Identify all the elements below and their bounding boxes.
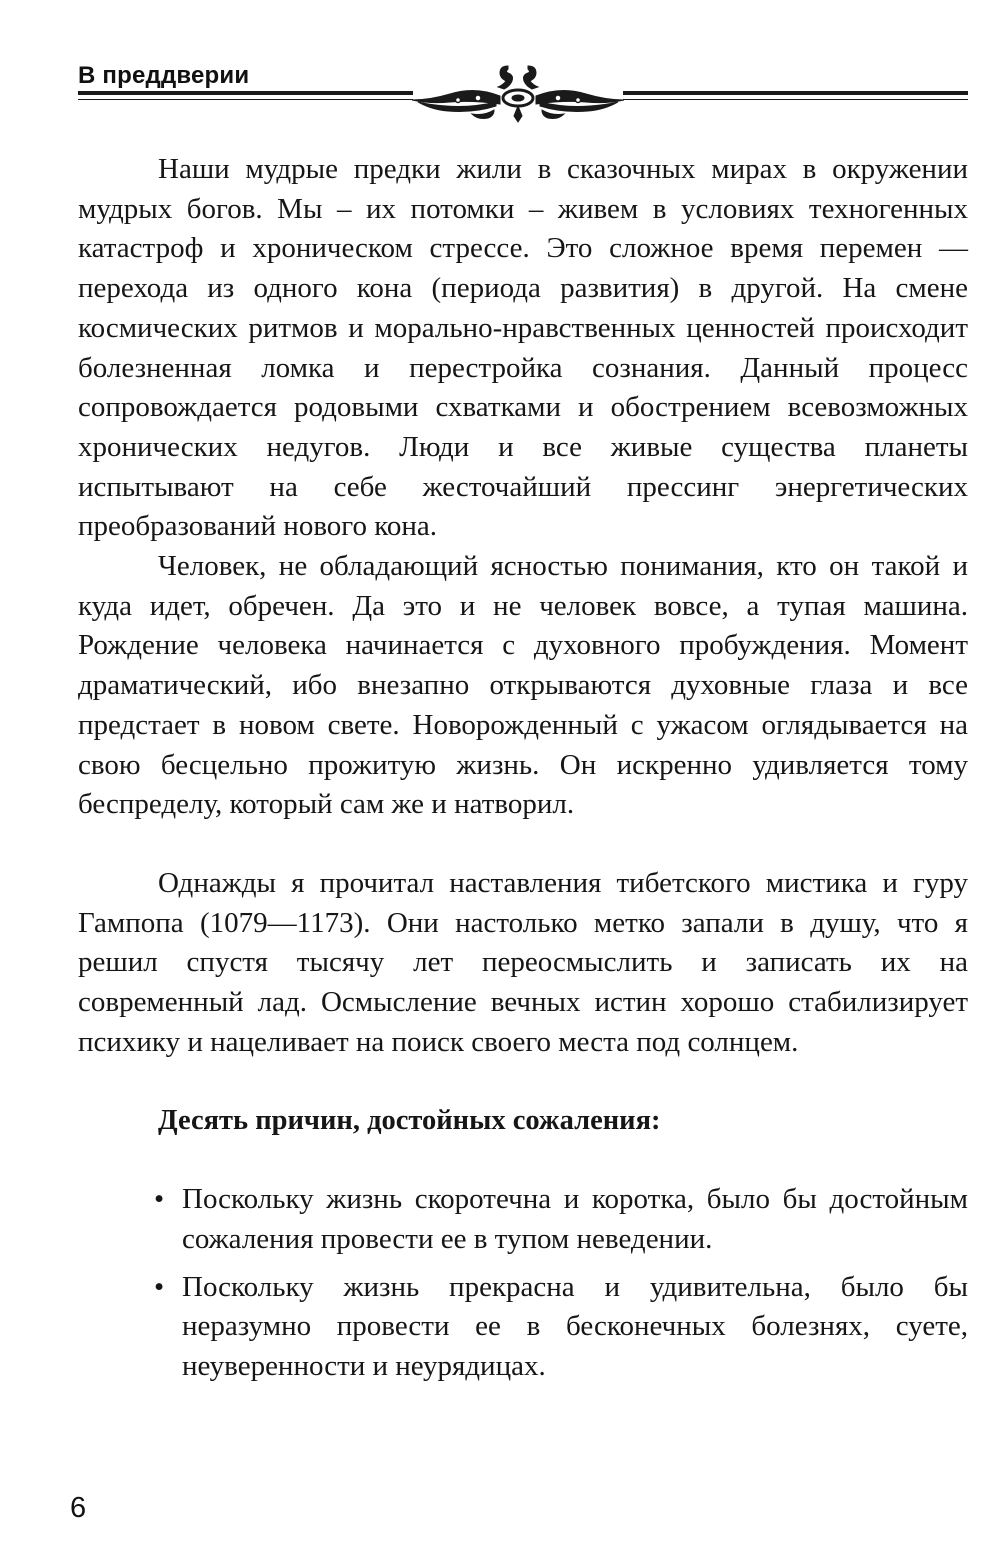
page-body <box>78 150 968 1395</box>
bullet-icon: • <box>154 1270 165 1303</box>
header-rule-left <box>78 91 413 95</box>
paragraph-3: Однажды я прочитал наставления тибетского мистика и гуру Гампопа (1079—1173). Они настолько метко запали в душу, что я решил спустя тысячу лет переосмыслить и записать их на современный лад. Осмысление вечных истин хорошо стабилизирует психику и нацеливает на поиск своего места под солнцем. <box>78 866 968 1058</box>
paragraph-2: Человек, не обладающий ясностью понимания, кто он такой и куда идет, обречен. Да это и не человек вовсе, а тупая машина. Рождение человека начинается с духовного пробуждения. Момент драматический, ибо внезапно открываются духовные глаза и все предстает в новом свете. Новорожденный с ужасом оглядывается на свою бесцельно прожитую жизнь. Он искренно удивляется тому беспределу, который сам же и натворил. <box>78 550 968 821</box>
section-heading: Десять причин, достойных сожаления: <box>158 1105 661 1137</box>
paragraph-1: Наши мудрые предки жили в сказочных мирах в окружении мудрых богов. Мы – их потомки – живем в условиях техногенных катастроф и хроническом стрессе. Это сложное время перемен — перехода из одного кона (периода развития) в другой. На смене космических ритмов и морально-нравственных ценностей происходит болезненная ломка и перестройка сознания. Данный процесс сопровождается родовыми схватками и обострением всевозможных хронических недугов. Люди и все живые существа планеты испытывают на себе жесточайший прессинг энергетических преобразований нового кона. <box>78 153 968 543</box>
running-title: В преддверии <box>78 62 250 89</box>
header-rule-left-thin <box>78 99 413 100</box>
page-header <box>78 58 968 128</box>
list-item-text: Поскольку жизнь скоротечна и коротка, было бы достойным сожаления провести ее в тупом неведении. <box>182 1183 968 1255</box>
list-item-text: Поскольку жизнь прекрасна и удивительна, было бы неразумно провести ее в бесконечных болезнях, суете, неуверенности и неурядицах. <box>182 1270 968 1382</box>
list-item <box>154 1180 968 1259</box>
list-item <box>154 1268 968 1387</box>
header-rule-right-thin <box>623 99 968 100</box>
reasons-list <box>78 1180 968 1387</box>
ornament-icon <box>408 58 628 128</box>
header-rule-right <box>623 91 968 95</box>
bullet-icon: • <box>154 1183 165 1216</box>
page-number: 6 <box>70 1492 87 1524</box>
